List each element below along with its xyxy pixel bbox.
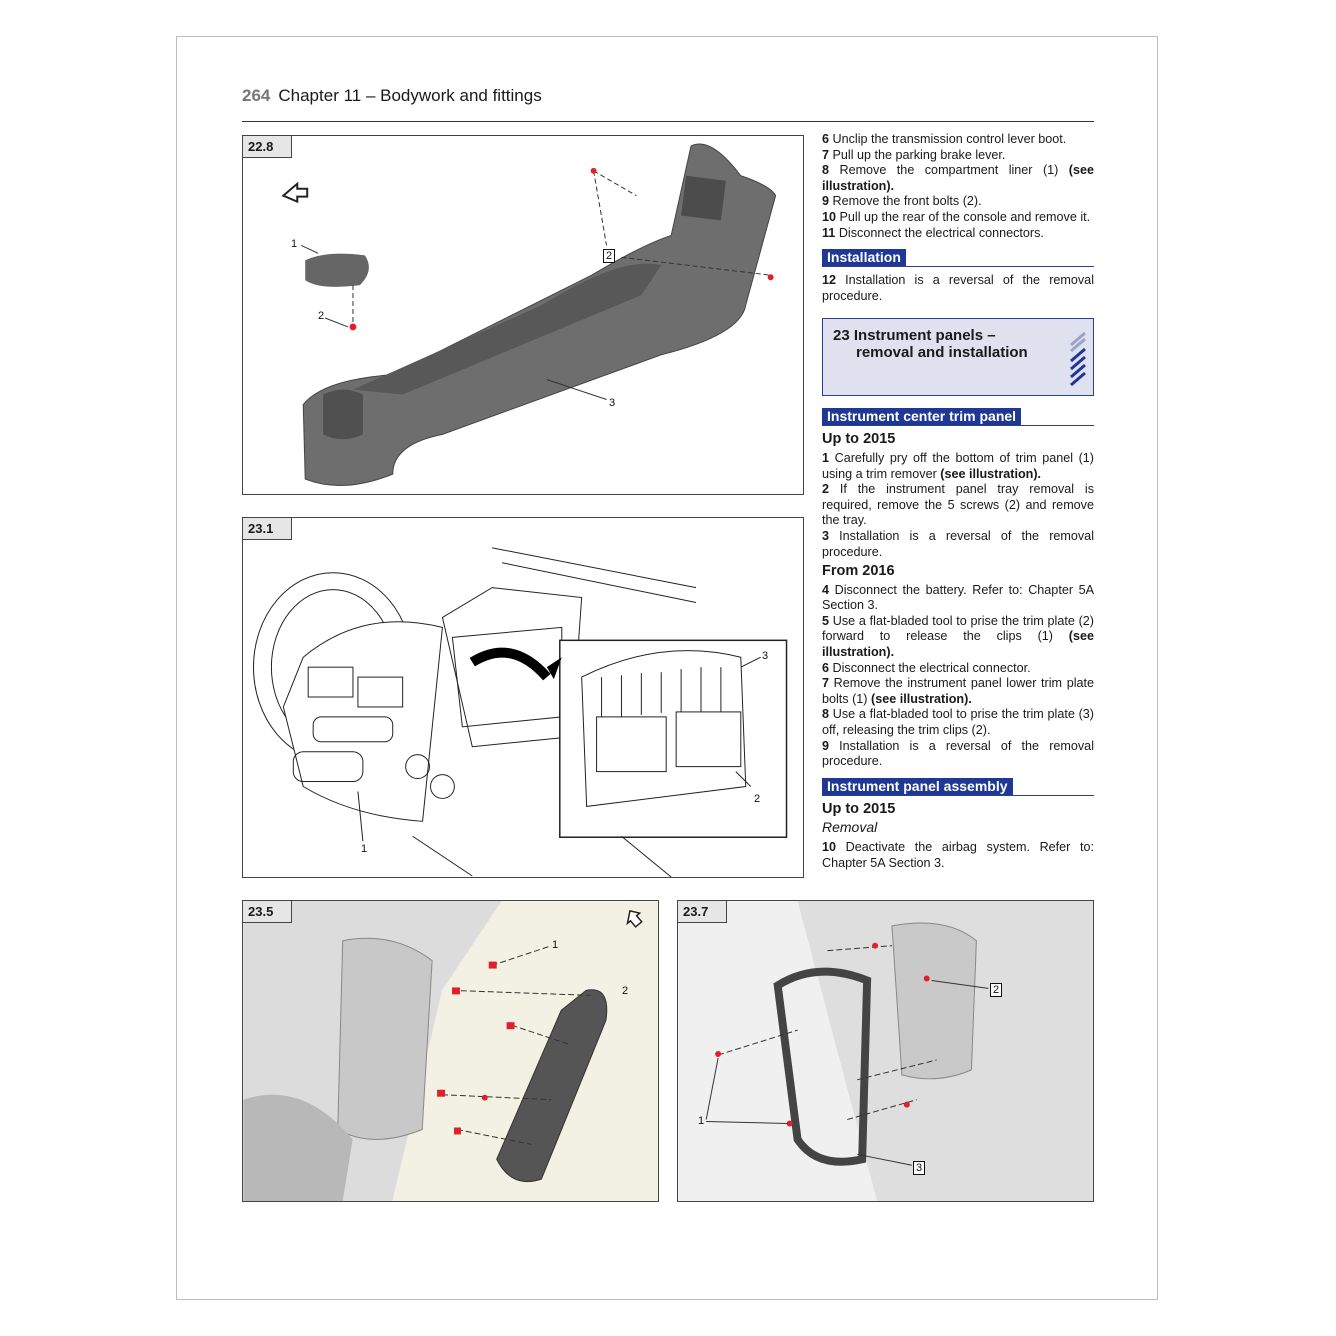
callout-2: 2	[318, 310, 325, 322]
step-text: If the instrument panel tray removal is required, remove the 5 screws (2) and remove the tray.	[822, 482, 1094, 528]
step-text: Installation is a reversal of the removal procedure.	[822, 273, 1094, 303]
step-paragraph	[822, 661, 1094, 677]
step-text: Disconnect the battery. Refer to: Chapter 5A Section 3.	[822, 582, 1095, 613]
step-number: 5	[822, 613, 830, 628]
step-text: Disconnect the electrical connector.	[832, 660, 1031, 675]
step-text: Remove the front bolts (2).	[832, 194, 982, 209]
step-paragraph	[822, 226, 1094, 242]
section-title-box	[822, 318, 1094, 396]
figure-label: 23.7	[678, 901, 727, 923]
step-number: 8	[822, 707, 830, 722]
step-paragraph	[822, 707, 1094, 738]
step-text: Pull up the parking brake lever.	[832, 147, 1006, 162]
section-number: 23	[833, 327, 850, 345]
step-paragraph	[822, 148, 1094, 164]
step-number: 1	[822, 450, 830, 465]
figure-label: 22.8	[243, 136, 292, 158]
header-rule	[242, 121, 1094, 122]
callout-2-box: 2	[990, 983, 1002, 997]
callout-3: 3	[609, 397, 616, 409]
step-paragraph	[822, 273, 1094, 304]
step-number: 3	[822, 528, 830, 543]
figure-23-1	[242, 517, 804, 878]
subheading-from-2016: From 2016	[822, 563, 895, 580]
subheading-removal: Removal	[822, 819, 878, 836]
lower-trim-plate-illustration	[678, 901, 1093, 1201]
step-paragraph	[822, 614, 1094, 661]
steps-from-2016	[822, 583, 1094, 770]
page-number: 264	[242, 86, 271, 105]
step-number: 9	[822, 738, 830, 753]
step-paragraph	[822, 132, 1094, 148]
figure-label: 23.1	[243, 518, 292, 540]
callout-1: 1	[552, 939, 559, 951]
step-text: Installation is a reversal of the removal procedure.	[822, 528, 1094, 559]
callout-2: 2	[622, 985, 629, 997]
step-paragraph	[822, 840, 1094, 871]
step-number: 4	[822, 582, 830, 597]
center-console-illustration	[243, 136, 803, 494]
trim-panel-heading	[822, 408, 1094, 426]
step-paragraph	[822, 451, 1094, 482]
see-illustration-ref: (see illustration).	[822, 629, 1095, 660]
heading-text: Instrument panel assembly	[822, 778, 1013, 795]
see-illustration-ref: (see illustration).	[871, 691, 972, 706]
step-text: Installation is a reversal of the removal procedure.	[822, 738, 1094, 769]
heading-text: Installation	[822, 249, 906, 266]
step-number: 9	[822, 194, 830, 209]
see-illustration-ref: (see illustration).	[940, 466, 1042, 481]
step-text: Unclip the transmission control lever boot.	[832, 132, 1067, 146]
page-header	[242, 86, 542, 106]
step-paragraph	[822, 210, 1094, 226]
step-paragraph	[822, 482, 1094, 529]
chapter-title: Chapter 11 – Bodywork and fittings	[278, 86, 542, 105]
assembly-steps	[822, 840, 1094, 871]
step-text: Use a flat-bladed tool to prise the trim plate (2) forward to release the clips (1)	[822, 613, 1094, 644]
step-number: 6	[822, 132, 830, 146]
step-paragraph	[822, 739, 1094, 770]
step-number: 6	[822, 660, 830, 675]
step-text: Deactivate the airbag system. Refer to: Chapter 5A Section 3.	[822, 840, 1094, 870]
subheading-up-to-2015: Up to 2015	[822, 431, 896, 448]
callout-1: 1	[291, 238, 298, 250]
step-paragraph	[822, 676, 1094, 707]
step-text: Disconnect the electrical connectors.	[838, 225, 1044, 240]
step-number: 11	[822, 225, 836, 240]
step-text: Pull up the rear of the console and remove it.	[839, 209, 1091, 224]
step-number: 10	[822, 840, 837, 854]
step-number: 8	[822, 163, 830, 178]
steps-up-to-2015	[822, 451, 1094, 560]
callout-3-box: 3	[913, 1161, 925, 1175]
subheading-up-to-2015-assembly: Up to 2015	[822, 800, 896, 817]
step-paragraph	[822, 163, 1094, 194]
installation-heading	[822, 249, 1094, 267]
figure-23-7	[677, 900, 1094, 1202]
callout-1: 1	[361, 843, 368, 855]
step-number: 7	[822, 676, 830, 691]
step-text: Carefully pry off the bottom of trim panel (1) using a trim remover	[822, 450, 1094, 481]
step-text: Remove the compartment liner (1)	[839, 163, 1059, 178]
callout-2-box: 2	[603, 249, 615, 263]
step-text: Use a flat-bladed tool to prise the trim plate (3) off, releasing the trim clips (2).	[822, 707, 1094, 738]
assembly-heading	[822, 778, 1094, 796]
text-column	[822, 132, 1094, 871]
section-title-line-2: removal and installation	[856, 344, 1028, 362]
step-text: Remove the instrument panel lower trim plate bolts (1)	[822, 676, 1094, 706]
step-paragraph	[822, 529, 1094, 560]
trim-plate-clips-illustration	[243, 901, 658, 1201]
installation-steps	[822, 273, 1094, 304]
removal-steps	[822, 132, 1094, 241]
step-number: 7	[822, 147, 830, 162]
see-illustration-ref: (see illustration).	[822, 163, 1095, 193]
step-paragraph	[822, 583, 1094, 614]
section-title-line-1: Instrument panels –	[853, 327, 996, 345]
difficulty-spanners-icon	[1067, 327, 1089, 387]
figure-label: 23.5	[243, 901, 292, 923]
callout-3: 3	[762, 650, 769, 662]
figure-22-8	[242, 135, 804, 495]
heading-text: Instrument center trim panel	[822, 408, 1021, 425]
instrument-trim-panel-illustration	[243, 518, 803, 877]
step-number: 2	[822, 482, 830, 497]
figure-23-5	[242, 900, 659, 1202]
callout-1: 1	[698, 1115, 705, 1127]
step-paragraph	[822, 194, 1094, 210]
callout-2: 2	[754, 793, 761, 805]
step-number: 12	[822, 273, 837, 288]
step-number: 10	[822, 209, 837, 224]
